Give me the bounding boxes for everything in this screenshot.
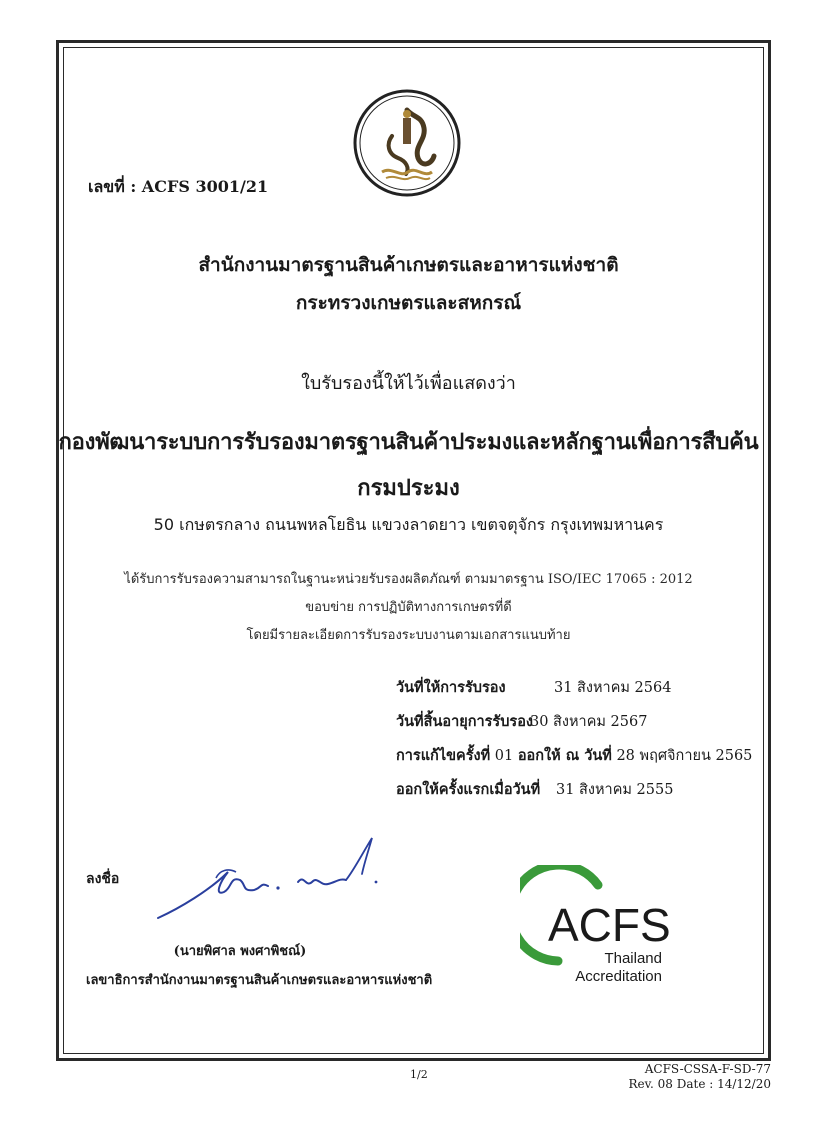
recipient-address: 50 เกษตรกลาง ถนนพหลโยธิน แขวงลาดยาว เขตจตุจักร กรุงเทพมหานคร xyxy=(153,515,664,534)
form-code: ACFS-CSSA-F-SD-77 xyxy=(644,1062,771,1076)
issuing-ministry: กระทรวงเกษตรและสหกรณ์ xyxy=(295,292,522,314)
date-expiry-row xyxy=(396,710,648,733)
first-issue-value: 31 สิงหาคม 2555 xyxy=(556,782,674,798)
signer-title: เลขาธิการสำนักงานมาตรฐานสินค้าเกษตรและอาหารแห่งชาติ xyxy=(86,973,433,988)
certificate-intro: ใบรับรองนี้ให้ไว้เพื่อแสดงว่า xyxy=(301,373,516,394)
certificate-number: เลขที่ : ACFS 3001/21 xyxy=(88,177,269,196)
date-expiry-label: วันที่สิ้นอายุการรับรอง xyxy=(396,713,533,730)
first-issue-label: ออกให้ครั้งแรกเมื่อวันที่ xyxy=(396,781,541,798)
acfs-accreditation-logo xyxy=(520,865,720,990)
logo-mark-text: ACFS xyxy=(548,899,671,951)
scope-details: โดยมีรายละเอียดการรับรองระบบงานตามเอกสารแนบท้าย xyxy=(246,628,571,643)
agency-seal-emblem xyxy=(352,88,462,198)
form-revision: Rev. 08 Date : 14/12/20 xyxy=(628,1077,771,1091)
date-revision-row xyxy=(396,744,752,767)
signer-name: (นายพิศาล พงศาพิชณ์) xyxy=(173,944,307,959)
logo-line2-text: Accreditation xyxy=(575,968,662,985)
handwritten-signature xyxy=(150,830,390,930)
issuing-agency: สำนักงานมาตรฐานสินค้าเกษตรและอาหารแห่งชาติ xyxy=(198,254,619,276)
recipient-department: กรมประมง xyxy=(357,475,460,501)
date-first-issue-row xyxy=(396,778,674,801)
signature-label: ลงชื่อ xyxy=(86,871,120,887)
revision-date-value: 28 พฤศจิกายน 2565 xyxy=(616,748,753,764)
revision-issued-label: ออกให้ ณ วันที่ xyxy=(517,747,612,764)
scope-standard: ได้รับการรับรองความสามารถในฐานะหน่วยรับรองผลิตภัณฑ์ ตามมาตรฐาน ISO/IEC 17065 : 2012 xyxy=(124,572,693,587)
date-expiry-value: 30 สิงหาคม 2567 xyxy=(530,714,648,730)
page-number: 1/2 xyxy=(410,1068,428,1081)
revision-number: 01 xyxy=(494,748,514,764)
revision-label: การแก้ไขครั้งที่ xyxy=(396,747,491,764)
date-granted-value: 31 สิงหาคม 2564 xyxy=(554,680,672,696)
recipient-name: กองพัฒนาระบบการรับรองมาตรฐานสินค้าประมงและหลักฐานเพื่อการสืบค้น xyxy=(58,429,759,455)
logo-line1-text: Thailand xyxy=(604,950,662,967)
date-granted-label: วันที่ให้การรับรอง xyxy=(396,679,506,696)
scope-field: ขอบข่าย การปฏิบัติทางการเกษตรที่ดี xyxy=(305,600,512,615)
date-granted-row xyxy=(396,676,672,699)
